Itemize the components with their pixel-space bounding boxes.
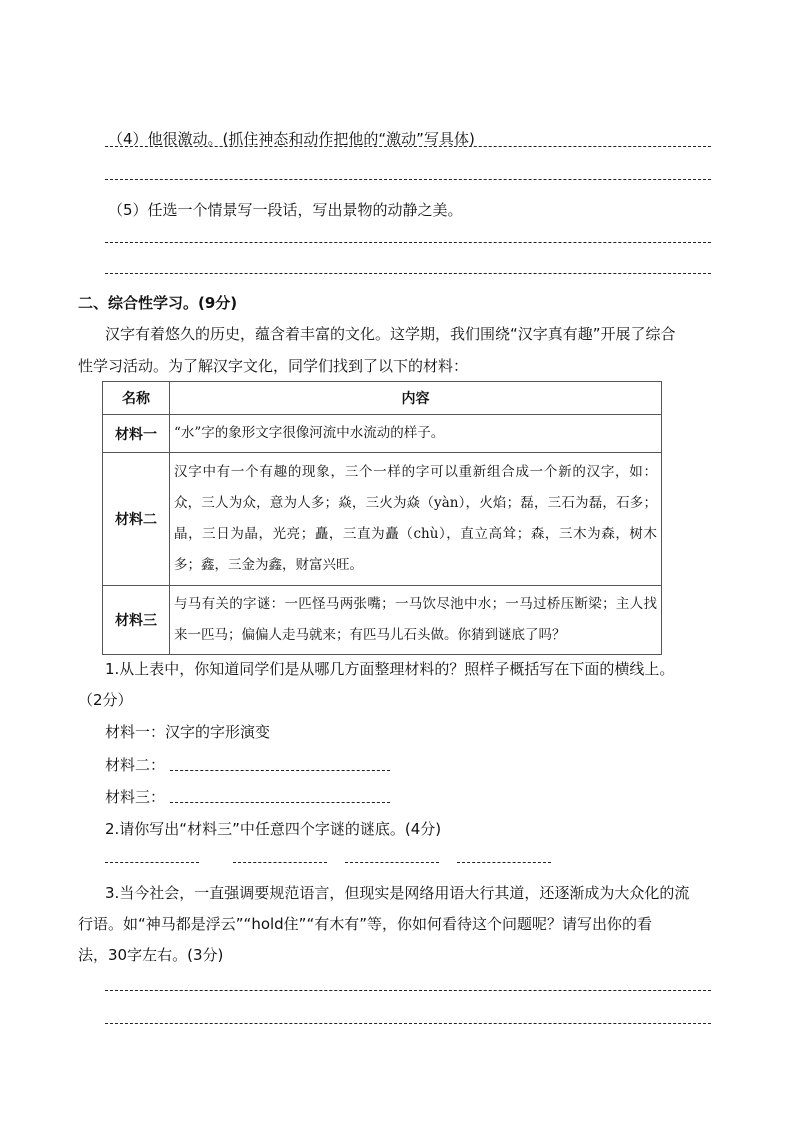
material-2-answer-line[interactable] bbox=[170, 770, 390, 771]
answer-line[interactable] bbox=[105, 242, 711, 243]
material-content: 与马有关的字谜：一匹怪马两张嘴；一马饮尽池中水；一马过桥压断梁；主人找来一匹马；偏偏人走马就来；有匹马儿石头做。你猜到谜底了吗？ bbox=[170, 586, 662, 655]
material-name: 材料三 bbox=[103, 586, 170, 655]
question-4: （4）他很激动。(抓住神态和动作把他的“激动”写具体) bbox=[108, 130, 475, 148]
answer-line[interactable] bbox=[105, 146, 711, 147]
section-2-title: 二、综合性学习。(9分) bbox=[78, 294, 238, 312]
answer-line[interactable] bbox=[105, 273, 711, 274]
table-row bbox=[103, 415, 662, 453]
riddle-answer-line[interactable] bbox=[233, 862, 327, 863]
table-header: 名称 bbox=[103, 382, 170, 415]
table-row bbox=[103, 586, 662, 655]
intro-text: 性学习活动。为了解汉字文化，同学们找到了以下的材料： bbox=[78, 357, 469, 375]
question-3: 法，30字左右。(3分) bbox=[78, 946, 224, 964]
question-1: 1.从上表中，你知道同学们是从哪几方面整理材料的？照样子概括写在下面的横线上。 bbox=[105, 660, 675, 678]
question-5: （5）任选一个情景写一段话，写出景物的动静之美。 bbox=[108, 201, 463, 219]
answer-line[interactable] bbox=[105, 179, 711, 180]
question-1-score: （2分） bbox=[78, 691, 133, 709]
table-header: 内容 bbox=[170, 382, 662, 415]
intro-text: 汉字有着悠久的历史，蕴含着丰富的文化。这学期，我们围绕“汉字真有趣”开展了综合 bbox=[105, 325, 676, 343]
material-name: 材料二 bbox=[103, 453, 170, 586]
materials-table bbox=[102, 381, 662, 655]
answer-line[interactable] bbox=[105, 990, 711, 991]
table-row bbox=[103, 453, 662, 586]
material-name: 材料一 bbox=[103, 415, 170, 453]
material-1-example: 材料一：汉字的字形演变 bbox=[105, 723, 271, 741]
question-3: 3.当今社会，一直强调要规范语言，但现实是网络用语大行其道，还逐渐成为大众化的流 bbox=[105, 884, 690, 902]
question-3: 行语。如“神马都是浮云”“hold住”“有木有”等，你如何看待这个问题呢？请写出你的看 bbox=[78, 915, 653, 933]
question-2: 2.请你写出“材料三”中任意四个字谜的谜底。(4分) bbox=[105, 820, 442, 838]
answer-line[interactable] bbox=[105, 1023, 711, 1024]
material-3-answer-line[interactable] bbox=[170, 802, 390, 803]
material-content: 汉字中有一个有趣的现象，三个一样的字可以重新组合成一个新的汉字，如：众，三人为众，意为人多；焱，三火为焱（yàn），火焰；磊，三石为磊，石多；晶，三日为晶，光亮；矗，三直为矗（chù），直立高耸；森，三木为森，树木多；鑫，三金为鑫，财富兴旺。 bbox=[170, 453, 662, 586]
riddle-answer-line[interactable] bbox=[345, 862, 439, 863]
riddle-answer-line[interactable] bbox=[457, 862, 551, 863]
material-3-label: 材料三： bbox=[105, 788, 166, 806]
material-content: “水”字的象形文字很像河流中水流动的样子。 bbox=[170, 415, 662, 453]
riddle-answer-line[interactable] bbox=[105, 862, 199, 863]
table-header-row bbox=[103, 382, 662, 415]
material-2-label: 材料二： bbox=[105, 756, 166, 774]
